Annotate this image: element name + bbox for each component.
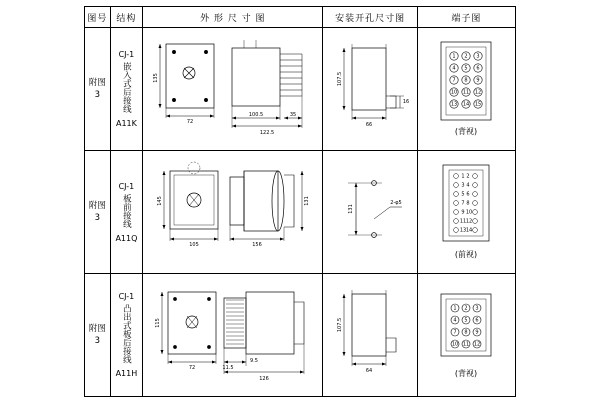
svg-text:1: 1: [452, 53, 456, 60]
svg-text:4: 4: [452, 65, 456, 72]
svg-text:11: 11: [459, 218, 466, 225]
figure-no-value-1: 3: [94, 90, 101, 100]
dim-131: 131: [348, 204, 355, 214]
terminal-diagram-cell-1: [417, 28, 515, 151]
svg-text:6: 6: [476, 65, 480, 72]
figure-no-label-3: 附图: [88, 324, 106, 334]
mounting-drawing-cell-2: [323, 151, 417, 274]
structure-name-3: CJ-1: [118, 291, 135, 301]
dim-11-5: 11.5: [222, 365, 234, 371]
svg-text:4: 4: [466, 182, 470, 189]
header-figure-no: 图号: [85, 7, 111, 28]
svg-text:1: 1: [461, 173, 465, 180]
mounting-drawing-cell-3: [323, 274, 417, 397]
svg-text:11: 11: [462, 89, 469, 96]
dim-9-5: 9.5: [250, 358, 259, 364]
svg-text:13: 13: [459, 227, 466, 234]
svg-text:8: 8: [464, 329, 468, 336]
dim-131-side: 131: [304, 196, 311, 206]
svg-text:6: 6: [466, 191, 470, 198]
svg-text:2: 2: [464, 305, 468, 312]
svg-text:7: 7: [452, 77, 456, 84]
structure-name-1: CJ-1: [118, 50, 135, 59]
dim-100-5: 100.5: [249, 112, 264, 118]
table-row: [85, 151, 516, 274]
table-row: [85, 274, 516, 397]
outline-drawing-1: [144, 30, 320, 148]
dim-72-r3: 72: [189, 365, 196, 371]
dim-72: 72: [187, 119, 194, 125]
svg-text:12: 12: [473, 341, 480, 348]
svg-text:5: 5: [464, 65, 468, 72]
figure-no-value-2: 3: [94, 213, 101, 223]
svg-text:8: 8: [466, 200, 470, 207]
outline-drawing-cell-3: [143, 274, 323, 397]
structure-desc-1: 嵌入式后接线: [121, 62, 132, 113]
header-structure: 结构: [110, 7, 143, 28]
structure-name-2: CJ-1: [118, 181, 135, 191]
svg-text:10: 10: [465, 209, 472, 216]
structure-cell-1: [110, 28, 143, 151]
svg-text:3: 3: [475, 305, 479, 312]
svg-text:9: 9: [476, 77, 480, 84]
svg-text:8: 8: [464, 77, 468, 84]
terminal-diagram-cell-3: [417, 274, 515, 397]
svg-text:15: 15: [474, 101, 481, 108]
terminal-view-note-2: (前视): [454, 250, 477, 259]
svg-text:10: 10: [451, 341, 458, 348]
figure-no-cell-2: [85, 151, 111, 274]
dim-64: 64: [366, 368, 373, 374]
svg-text:3: 3: [476, 53, 480, 60]
terminal-diagram-3: [419, 276, 513, 394]
structure-desc-3: 凸出式板后接线: [121, 303, 132, 364]
dim-115: 115: [155, 318, 162, 328]
svg-text:1: 1: [453, 305, 457, 312]
dim-35: 35: [290, 112, 297, 118]
svg-text:7: 7: [453, 329, 457, 336]
figure-no-value-3: 3: [94, 336, 101, 346]
svg-text:11: 11: [462, 341, 469, 348]
structure-code-1: A11K: [115, 119, 137, 128]
dim-107-5: 107.5: [337, 71, 344, 87]
svg-text:9: 9: [461, 209, 465, 216]
terminal-diagram-1: [419, 30, 513, 148]
dim-122-5: 122.5: [260, 130, 275, 136]
dim-126: 126: [259, 376, 269, 382]
figure-no-cell-1: [85, 28, 111, 151]
header-mounting-holes: 安装开孔尺寸图: [323, 7, 417, 28]
dim-105: 105: [189, 242, 199, 248]
figure-no-cell-3: [85, 274, 111, 397]
svg-text:3: 3: [461, 182, 465, 189]
header-outline-dimensions: 外 形 尺 寸 图: [143, 7, 323, 28]
svg-text:5: 5: [461, 191, 465, 198]
svg-text:7: 7: [461, 200, 465, 207]
dim-107-5-r3: 107.5: [337, 317, 344, 333]
specification-table: [84, 6, 516, 397]
header-terminal-diagram: 端子图: [417, 7, 515, 28]
svg-text:2: 2: [466, 173, 470, 180]
structure-desc-2: 板前接线: [121, 193, 132, 228]
svg-text:4: 4: [453, 317, 457, 324]
svg-text:6: 6: [475, 317, 479, 324]
mounting-drawing-1: [324, 30, 414, 148]
svg-text:5: 5: [464, 317, 468, 324]
svg-text:12: 12: [474, 89, 481, 96]
mounting-drawing-cell-1: [323, 28, 417, 151]
dim-135: 135: [153, 73, 160, 83]
svg-text:14: 14: [462, 101, 469, 108]
dim-66: 66: [366, 122, 373, 128]
figure-no-label-1: 附图: [88, 78, 106, 88]
dim-156: 156: [252, 242, 262, 248]
figure-no-label-2: 附图: [88, 201, 106, 211]
svg-text:13: 13: [450, 101, 457, 108]
svg-text:2: 2: [464, 53, 468, 60]
svg-text:10: 10: [450, 89, 457, 96]
outline-drawing-2: [144, 153, 320, 271]
terminal-diagram-cell-2: [417, 151, 515, 274]
structure-code-3: A11H: [115, 369, 138, 379]
svg-text:14: 14: [465, 227, 472, 234]
dim-2-phi5: 2-φ5: [390, 200, 403, 206]
svg-text:9: 9: [475, 329, 479, 336]
outline-drawing-cell-1: [143, 28, 323, 151]
table-header-row: [85, 7, 516, 28]
svg-text:12: 12: [465, 218, 472, 225]
dim-16: 16: [403, 99, 410, 105]
terminal-diagram-2: [419, 153, 513, 271]
terminal-view-note-1: (背视): [454, 127, 477, 136]
terminal-view-note-3: (背视): [454, 369, 477, 378]
structure-code-2: A11Q: [115, 233, 138, 243]
structure-cell-2: [110, 151, 143, 274]
dim-145: 145: [157, 196, 164, 206]
mounting-drawing-2: [324, 153, 414, 271]
outline-drawing-cell-2: [143, 151, 323, 274]
outline-drawing-3: [144, 276, 320, 394]
table-row: [85, 28, 516, 151]
structure-cell-3: [110, 274, 143, 397]
mounting-drawing-3: [324, 276, 414, 394]
